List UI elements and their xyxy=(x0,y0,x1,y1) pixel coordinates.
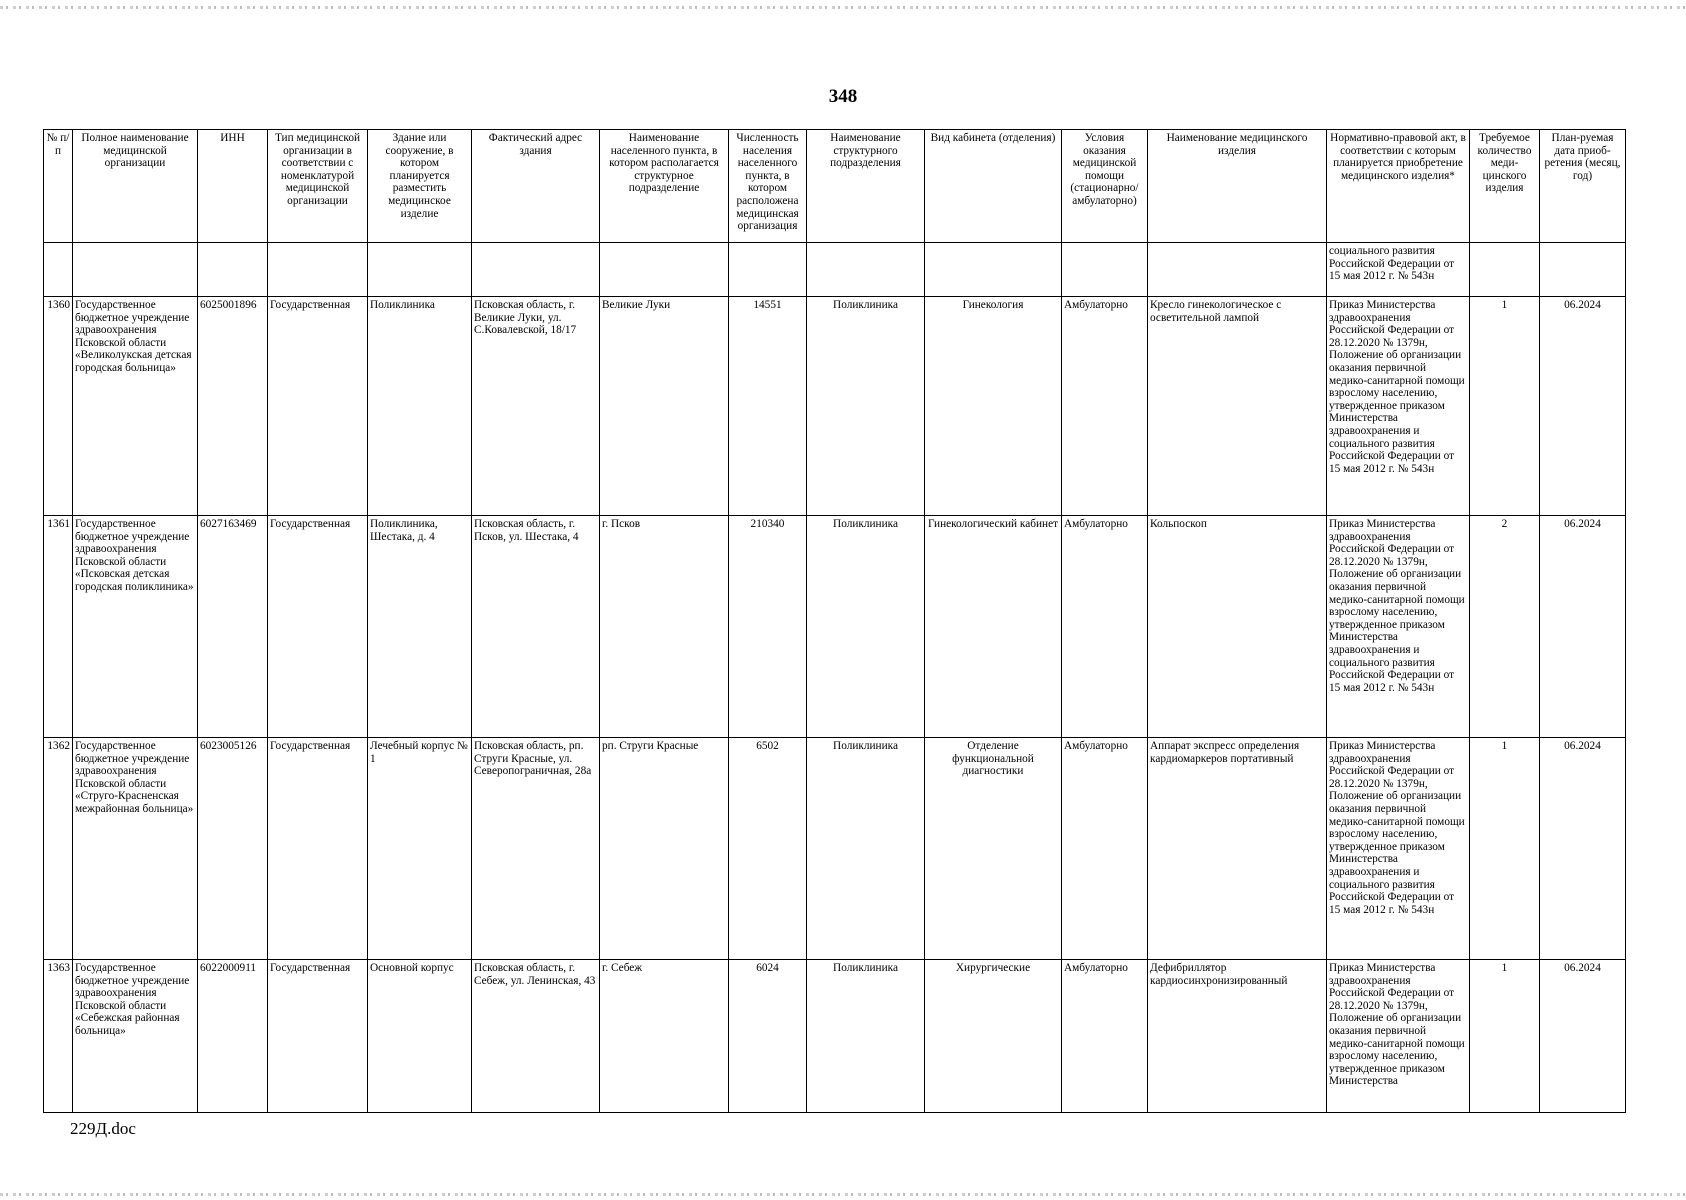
header-cell: Наименование населенного пункта, в котором располагается структурное подразделение xyxy=(600,130,729,243)
header-cell: План-руемая дата приоб-ретения (месяц, год) xyxy=(1540,130,1626,243)
cell-org: Государственное бюджетное учреждение здравоохранения Псковской области «Псковская детская городская поликлиника» xyxy=(73,516,198,738)
cell-cabinet: Гинекология xyxy=(925,297,1062,516)
cell-date: 06.2024 xyxy=(1540,960,1626,1113)
cell-address: Псковская область, рп. Струги Красные, ул. Северопограничная, 28а xyxy=(472,738,600,960)
table-row xyxy=(44,960,1626,1113)
cell-org: Государственное бюджетное учреждение здравоохранения Псковской области «Великолукская детская городская больница» xyxy=(73,297,198,516)
cell-type: Государственная xyxy=(268,738,368,960)
cell-type: Государственная xyxy=(268,297,368,516)
cell-date: 06.2024 xyxy=(1540,516,1626,738)
cell-inn: 6023005126 xyxy=(198,738,268,960)
cell-population: 6024 xyxy=(729,960,807,1113)
header-cell: ИНН xyxy=(198,130,268,243)
cell-qty: 1 xyxy=(1470,738,1540,960)
cell-inn: 6027163469 xyxy=(198,516,268,738)
cell-num: 1362 xyxy=(44,738,73,960)
cell-conditions: Амбулаторно xyxy=(1062,297,1148,516)
header-cell: Полное наименование медицинской организации xyxy=(73,130,198,243)
cell-address: Псковская область, г. Себеж, ул. Ленинская, 43 xyxy=(472,960,600,1113)
cell-num: 1360 xyxy=(44,297,73,516)
page-number: 348 xyxy=(828,86,858,107)
table-row xyxy=(44,516,1626,738)
cell-population: 14551 xyxy=(729,297,807,516)
cell-device: Аппарат экспресс определения кардиомаркеров портативный xyxy=(1148,738,1327,960)
cell-population: 210340 xyxy=(729,516,807,738)
scan-edge-bottom xyxy=(0,1193,1686,1196)
header-cell: Нормативно-правовой акт, в соответствии с которым планируется приобретение медицинского изделия* xyxy=(1327,130,1470,243)
cell-inn: 6025001896 xyxy=(198,297,268,516)
header-cell: Здание или сооружение, в котором планируется разместить медицинское изделие xyxy=(368,130,472,243)
scan-edge-top xyxy=(0,6,1686,9)
header-cell: Условия оказания медицинской помощи (стационарно/ амбулаторно) xyxy=(1062,130,1148,243)
header-row xyxy=(44,130,1626,243)
cell-org: Государственное бюджетное учреждение здравоохранения Псковской области «Себежская районная больница» xyxy=(73,960,198,1113)
continuation-row xyxy=(44,243,1626,297)
header-cell: Наименование структурного подразделения xyxy=(807,130,925,243)
header-cell: № п/п xyxy=(44,130,73,243)
cell-device: Кольпоскоп xyxy=(1148,516,1327,738)
cell-locality: г. Себеж xyxy=(600,960,729,1113)
header-cell: Требуемое количество меди-цинского изделия xyxy=(1470,130,1540,243)
cell-act: Приказ Министерства здравоохранения Российской Федерации от 28.12.2020 № 1379н, Положение об организации оказания первичной медико-санитарной помощи взрослому населению, утвержденное приказом Министерства здравоохранения и социального развития Российской Федерации от 15 мая 2012 г. № 543н xyxy=(1327,297,1470,516)
cell-unit: Поликлиника xyxy=(807,297,925,516)
cell-org: Государственное бюджетное учреждение здравоохранения Псковской области «Струго-Красненская межрайонная больница» xyxy=(73,738,198,960)
cell-locality: рп. Струги Красные xyxy=(600,738,729,960)
cell-conditions: Амбулаторно xyxy=(1062,738,1148,960)
registry-table xyxy=(43,129,1626,1113)
cell-cabinet: Хирургические xyxy=(925,960,1062,1113)
cell-type: Государственная xyxy=(268,960,368,1113)
cell-unit: Поликлиника xyxy=(807,516,925,738)
cell-conditions: Амбулаторно xyxy=(1062,960,1148,1113)
header-cell: Тип медицинской организации в соответствии с номенклатурой медицинской организации xyxy=(268,130,368,243)
cell-inn: 6022000911 xyxy=(198,960,268,1113)
table-row xyxy=(44,738,1626,960)
cell-num: 1363 xyxy=(44,960,73,1113)
header-cell: Численность населения населенного пункта, в котором расположена медицинская организация xyxy=(729,130,807,243)
cell-date: 06.2024 xyxy=(1540,738,1626,960)
cell-building: Поликлиника xyxy=(368,297,472,516)
cell-unit: Поликлиника xyxy=(807,960,925,1113)
header-cell: Вид кабинета (отделения) xyxy=(925,130,1062,243)
cell-building: Лечебный корпус № 1 xyxy=(368,738,472,960)
cell-cabinet: Отделение функциональной диагностики xyxy=(925,738,1062,960)
table-row xyxy=(44,297,1626,516)
cell-act: Приказ Министерства здравоохранения Российской Федерации от 28.12.2020 № 1379н, Положение об организации оказания первичной медико-санитарной помощи взрослому населению, утвержденное приказом Министерства здравоохранения и социального развития Российской Федерации от 15 мая 2012 г. № 543н xyxy=(1327,738,1470,960)
continuation-cell: социального развития Российской Федерации от 15 мая 2012 г. № 543н xyxy=(1327,243,1470,297)
cell-conditions: Амбулаторно xyxy=(1062,516,1148,738)
cell-date: 06.2024 xyxy=(1540,297,1626,516)
footer-filename: 229Д.doc xyxy=(70,1119,136,1138)
cell-num: 1361 xyxy=(44,516,73,738)
cell-building: Основной корпус xyxy=(368,960,472,1113)
header-cell: Наименование медицинского изделия xyxy=(1148,130,1327,243)
header-cell: Фактический адрес здания xyxy=(472,130,600,243)
cell-locality: г. Псков xyxy=(600,516,729,738)
cell-building: Поликлиника, Шестака, д. 4 xyxy=(368,516,472,738)
cell-address: Псковская область, г. Псков, ул. Шестака, 4 xyxy=(472,516,600,738)
cell-device: Дефибриллятор кардиосинхронизированный xyxy=(1148,960,1327,1113)
cell-qty: 2 xyxy=(1470,516,1540,738)
cell-act: Приказ Министерства здравоохранения Российской Федерации от 28.12.2020 № 1379н, Положение об организации оказания первичной медико-санитарной помощи взрослому населению, утвержденное приказом Министерства здравоохранения и социального развития Российской Федерации от 15 мая 2012 г. № 543н xyxy=(1327,516,1470,738)
cell-cabinet: Гинекологический кабинет xyxy=(925,516,1062,738)
cell-device: Кресло гинекологическое с осветительной лампой xyxy=(1148,297,1327,516)
cell-type: Государственная xyxy=(268,516,368,738)
cell-locality: Великие Луки xyxy=(600,297,729,516)
cell-qty: 1 xyxy=(1470,297,1540,516)
cell-address: Псковская область, г. Великие Луки, ул. С.Ковалевской, 18/17 xyxy=(472,297,600,516)
cell-act: Приказ Министерства здравоохранения Российской Федерации от 28.12.2020 № 1379н, Положение об организации оказания первичной медико-санитарной помощи взрослому населению, утвержденное приказом Министерства xyxy=(1327,960,1470,1113)
cell-population: 6502 xyxy=(729,738,807,960)
cell-unit: Поликлиника xyxy=(807,738,925,960)
cell-qty: 1 xyxy=(1470,960,1540,1113)
